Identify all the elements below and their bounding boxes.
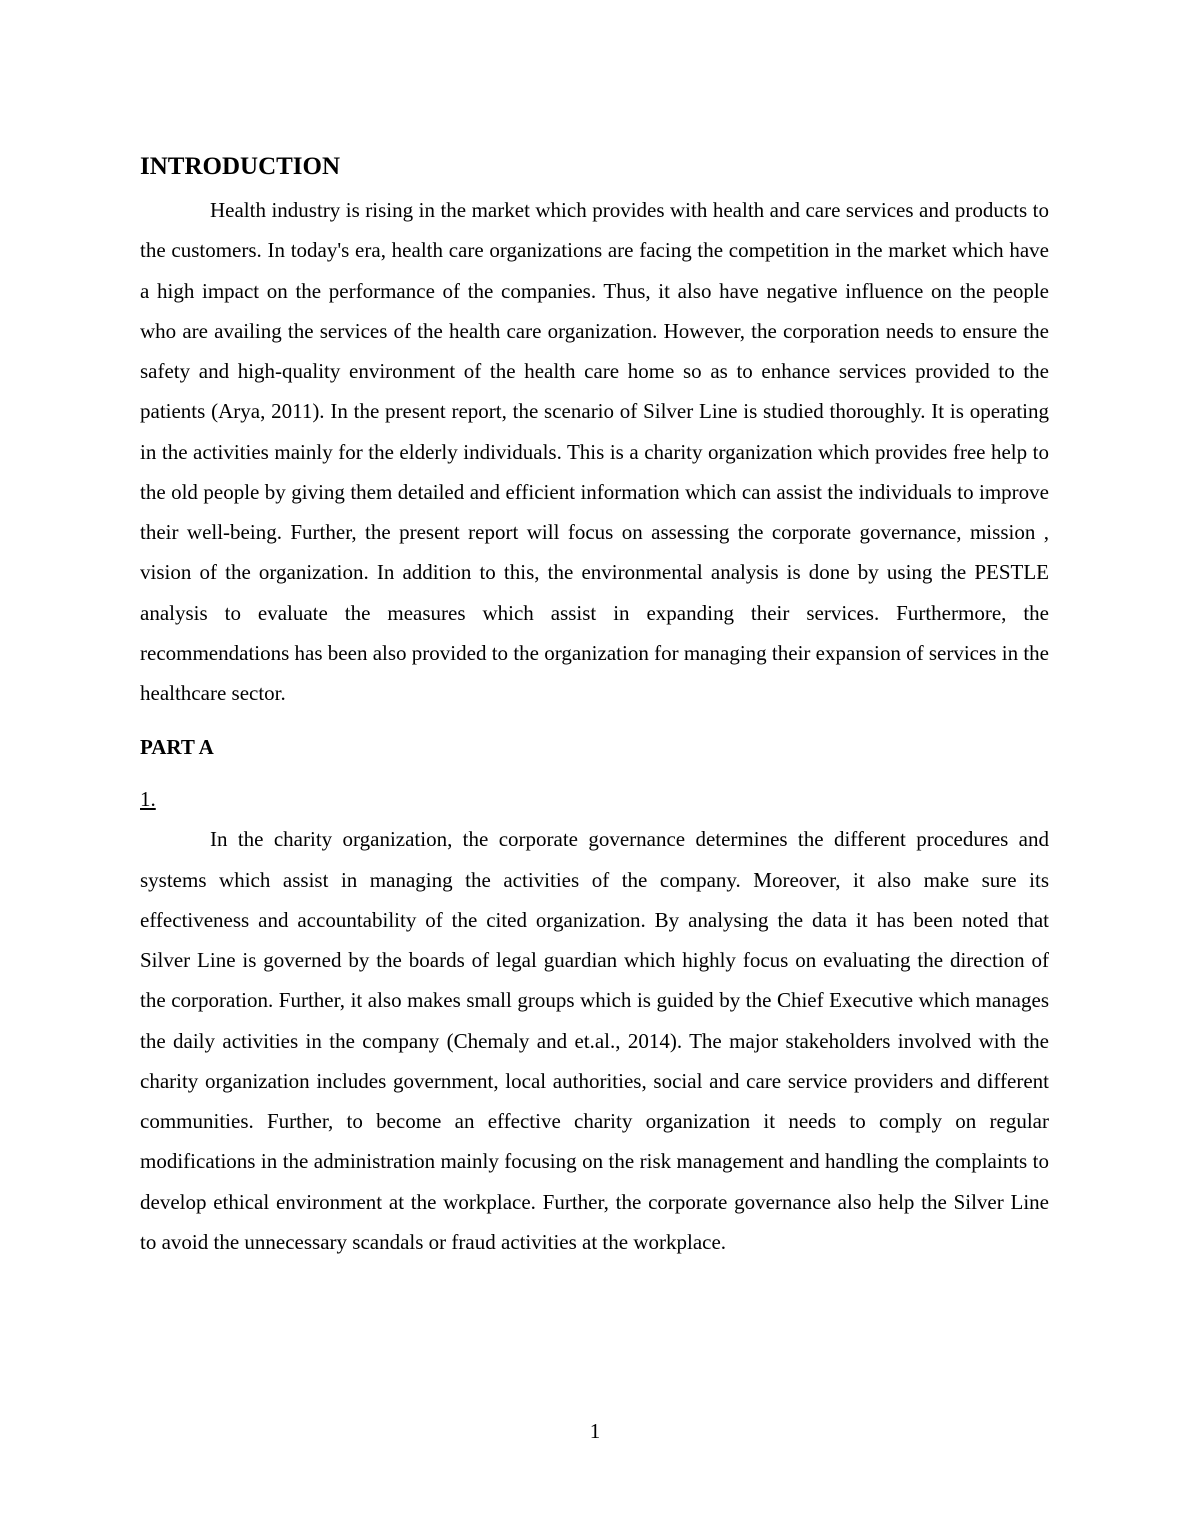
part-a-heading: PART A [140,735,214,760]
part-a-paragraph: In the charity organization, the corporate governance determines the different procedures and systems which assist in managing the activities of the company. Moreover, it also make sure its effectiveness and accountability of the cited organization. By analysing the data it has been noted that Silver Line is governed by the boards of legal guardian which highly focus on evaluating the direction of the corporation. Further, it also makes small groups which is guided by the Chief Executive which manages the daily activities in the company (Chemaly and et.al., 2014). The major stakeholders involved with the charity organization includes government, local authorities, social and care service providers and different communities. Further, to become an effective charity organization it needs to comply on regular modifications in the administration mainly focusing on the risk management and handling the complaints to develop ethical environment at the workplace. Further, the corporate governance also help the Silver Line to avoid the unnecessary scandals or fraud activities at the workplace. [140,827,1049,1254]
page-content [140,150,1049,1262]
introduction-heading: INTRODUCTION [140,153,341,180]
page-number: 1 [589,1419,601,1443]
introduction-paragraph: Health industry is rising in the market which provides with health and care services and products to the customers. In today's era, health care organizations are facing the competition in the market which have a high impact on the performance of the companies. Thus, it also have negative influence on the people who are availing the services of the health care organization. However, the corporation needs to ensure the safety and high-quality environment of the health care home so as to enhance services provided to the patients (Arya, 2011). In the present report, the scenario of Silver Line is studied thoroughly. It is operating in the activities mainly for the elderly individuals. This is a charity organization which provides free help to the old people by giving them detailed and efficient information which can assist the individuals to improve their well-being. Further, the present report will focus on assessing the corporate governance, mission , vision of the organization. In addition to this, the environmental analysis is done by using the PESTLE analysis to evaluate the measures which assist in expanding their services. Furthermore, the recommendations has been also provided to the organization for managing their expansion of services in the healthcare sector. [140,198,1049,705]
section-number: 1. [140,787,156,812]
